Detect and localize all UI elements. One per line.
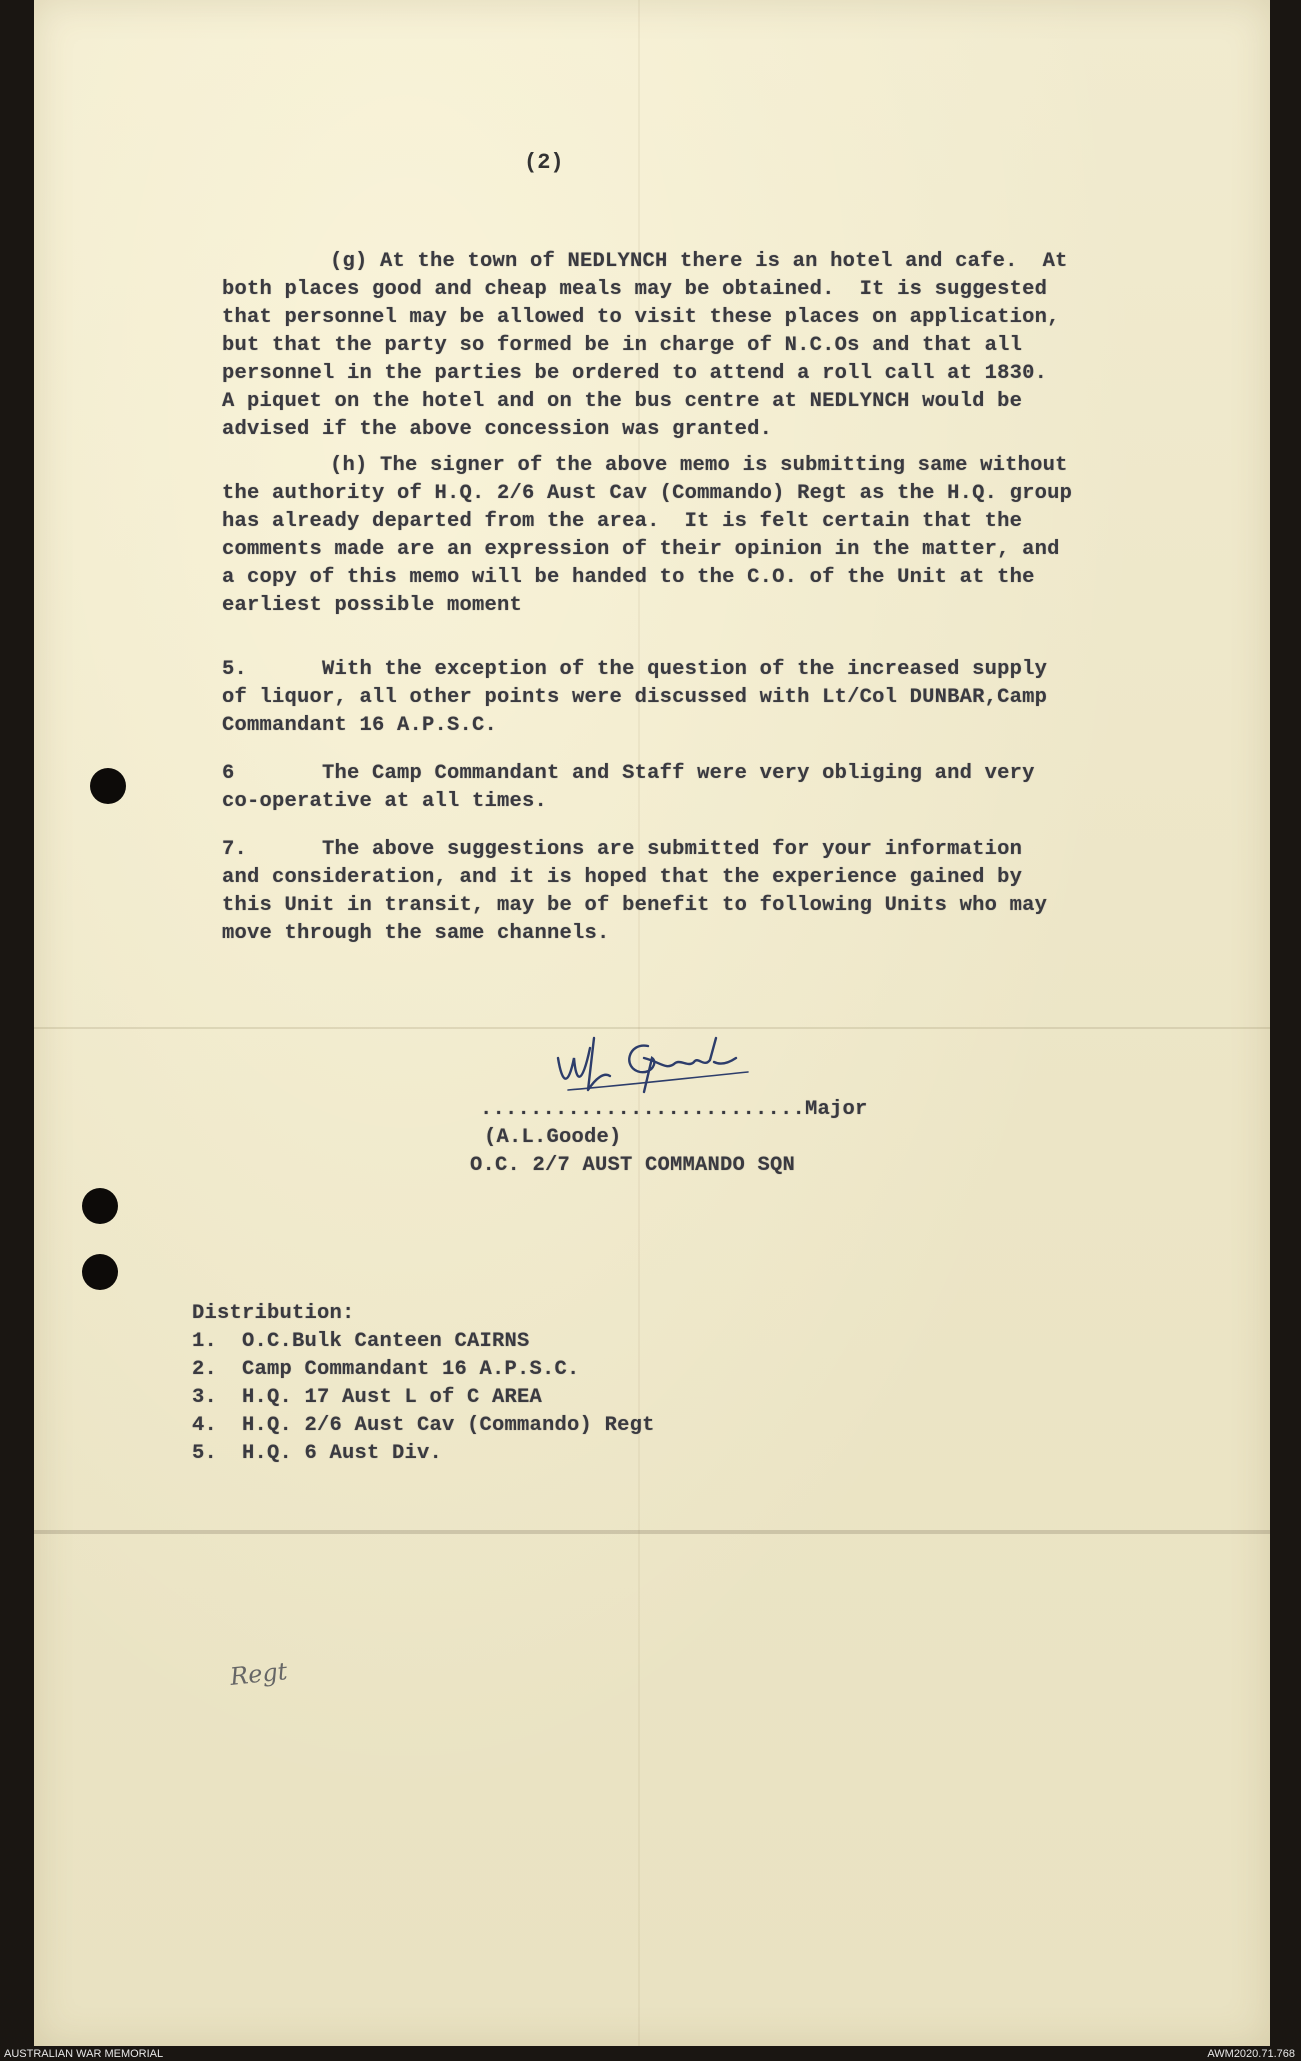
paragraph-line: move through the same channels. <box>222 922 610 945</box>
handwritten-signature <box>548 1028 768 1098</box>
paragraph-line: and consideration, and it is hoped that the experience gained by <box>222 866 1023 889</box>
paragraph-line: 5. With the exception of the question of the increased supply <box>222 658 1048 681</box>
list-item: 5. H.Q. 6 Aust Div. <box>192 1442 443 1465</box>
paragraph-line: advised if the above concession was granted. <box>222 418 773 441</box>
paragraph-line: (g) At the town of NEDLYNCH there is an hotel and cafe. At <box>330 250 1068 273</box>
punch-hole <box>90 768 126 804</box>
page-number: (2) <box>524 150 564 175</box>
paragraph-line: A piquet on the hotel and on the bus centre at NEDLYNCH would be <box>222 390 1023 413</box>
list-item: 3. H.Q. 17 Aust L of C AREA <box>192 1386 543 1409</box>
signature-line: ..........................Major <box>480 1098 868 1121</box>
paragraph-line: comments made are an expression of their opinion in the matter, and <box>222 538 1060 561</box>
list-item: 4. H.Q. 2/6 Aust Cav (Commando) Regt <box>192 1414 655 1437</box>
paragraph-line: a copy of this memo will be handed to the C.O. of the Unit at the <box>222 566 1035 589</box>
paragraph-line: 7. The above suggestions are submitted for your information <box>222 838 1023 861</box>
paragraph-line: the authority of H.Q. 2/6 Aust Cav (Commando) Regt as the H.Q. group <box>222 482 1073 505</box>
paragraph-line: co-operative at all times. <box>222 790 548 813</box>
handwritten-note: Regt <box>228 1657 289 1691</box>
list-item: 2. Camp Commandant 16 A.P.S.C. <box>192 1358 580 1381</box>
list-item: 1. O.C.Bulk Canteen CAIRNS <box>192 1330 530 1353</box>
signatory-title: O.C. 2/7 AUST COMMANDO SQN <box>470 1154 796 1177</box>
signatory-name: (A.L.Goode) <box>484 1126 622 1149</box>
fold-crease-lower <box>34 1530 1270 1534</box>
paragraph-line: 6 The Camp Commandant and Staff were very obliging and very <box>222 762 1035 785</box>
footer-credit: AUSTRALIAN WAR MEMORIAL <box>4 2048 164 2060</box>
paragraph-line: but that the party so formed be in charge of N.C.Os and that all <box>222 334 1023 357</box>
paragraph-line: earliest possible moment <box>222 594 523 617</box>
paragraph-line: has already departed from the area. It is felt certain that the <box>222 510 1023 533</box>
paragraph-line: Commandant 16 A.P.S.C. <box>222 714 498 737</box>
paragraph-line: of liquor, all other points were discussed with Lt/Col DUNBAR,Camp <box>222 686 1048 709</box>
paragraph-line: (h) The signer of the above memo is submitting same without <box>330 454 1068 477</box>
punch-hole <box>82 1188 118 1224</box>
footer-accession-number: AWM2020.71.768 <box>1207 2048 1295 2060</box>
paragraph-line: that personnel may be allowed to visit these places on application, <box>222 306 1060 329</box>
distribution-heading: Distribution: <box>192 1302 355 1325</box>
punch-hole <box>82 1254 118 1290</box>
paragraph-line: personnel in the parties be ordered to attend a roll call at 1830. <box>222 362 1048 385</box>
paragraph-line: both places good and cheap meals may be obtained. It is suggested <box>222 278 1048 301</box>
paragraph-line: this Unit in transit, may be of benefit to following Units who may <box>222 894 1048 917</box>
